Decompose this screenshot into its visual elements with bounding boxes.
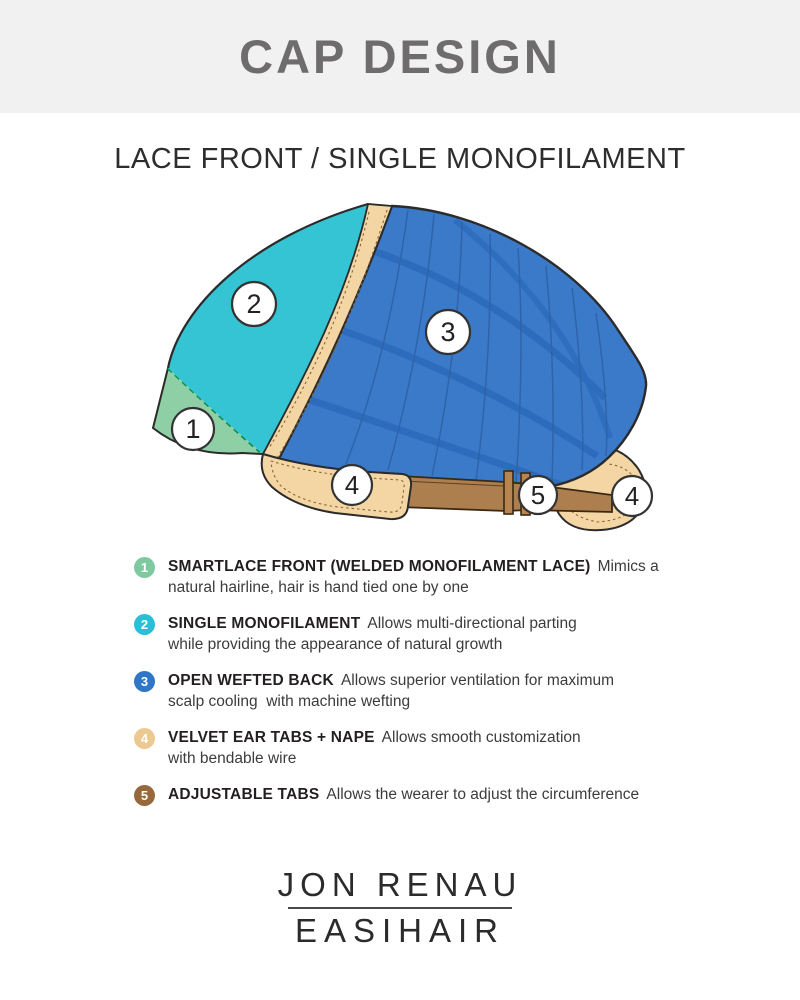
legend-item-adjustable-tabs xyxy=(134,784,682,805)
legend-bullet-5: 5 xyxy=(134,785,155,806)
brand-name-jon-renau: JON RENAU xyxy=(277,866,523,903)
cap-diagram-svg xyxy=(150,198,680,550)
cap-subtitle: LACE FRONT / SINGLE MONOFILAMENT xyxy=(114,143,686,175)
callout-single-monofilament xyxy=(232,282,276,326)
brand-name-easihair: EASIHAIR xyxy=(294,912,506,949)
legend-bullet-3: 3 xyxy=(134,671,155,692)
svg-text:5: 5 xyxy=(530,480,546,510)
legend-item-velvet-ear-tabs xyxy=(134,727,682,769)
brand-divider xyxy=(288,907,512,909)
header-band xyxy=(0,0,800,113)
legend-desc-line2: with bendable wire xyxy=(168,750,297,767)
legend-desc-line1: Mimics a xyxy=(597,558,659,575)
callout-velvet-nape xyxy=(612,476,652,516)
legend-title: OPEN WEFTED BACK xyxy=(168,672,334,689)
legend-bullet-4: 4 xyxy=(134,728,155,749)
svg-text:4: 4 xyxy=(344,470,360,500)
legend-title: VELVET EAR TABS + NAPE xyxy=(168,729,375,746)
legend-desc-line2: natural hairline, hair is hand tied one by one xyxy=(168,579,469,596)
legend-bullet-2: 2 xyxy=(134,614,155,635)
svg-text:3: 3 xyxy=(440,317,456,347)
callout-velvet-ear-tab xyxy=(332,465,372,505)
callout-open-wefted-back xyxy=(426,310,470,354)
legend-item-open-wefted-back xyxy=(134,670,682,712)
legend-desc-line2: while providing the appearance of natural growth xyxy=(168,636,503,653)
cap-diagram xyxy=(150,198,680,550)
callout-smartlace-front xyxy=(172,408,214,450)
svg-text:2: 2 xyxy=(246,289,262,319)
legend-desc-line1: Allows the wearer to adjust the circumference xyxy=(326,786,640,803)
svg-text:4: 4 xyxy=(624,481,640,511)
brand-logo xyxy=(0,866,800,950)
svg-text:1: 1 xyxy=(185,414,201,444)
page-title: CAP DESIGN xyxy=(239,30,561,83)
strap-buckle xyxy=(504,471,513,514)
legend-bullet-1: 1 xyxy=(134,557,155,578)
legend-title: SMARTLACE FRONT (WELDED MONOFILAMENT LACE) xyxy=(168,558,591,575)
legend-desc-line1: Allows smooth customization xyxy=(381,729,581,746)
legend-item-single-monofilament xyxy=(134,613,682,655)
legend-item-smartlace-front xyxy=(134,556,682,598)
legend-desc-line1: Allows multi-directional parting xyxy=(367,615,577,632)
legend xyxy=(134,556,682,820)
legend-title: SINGLE MONOFILAMENT xyxy=(168,615,361,632)
legend-desc-line2: scalp cooling with machine wefting xyxy=(168,693,411,710)
legend-title: ADJUSTABLE TABS xyxy=(168,786,320,803)
legend-desc-line1: Allows superior ventilation for maximum xyxy=(340,672,615,689)
callout-adjustable-tab xyxy=(519,476,557,514)
